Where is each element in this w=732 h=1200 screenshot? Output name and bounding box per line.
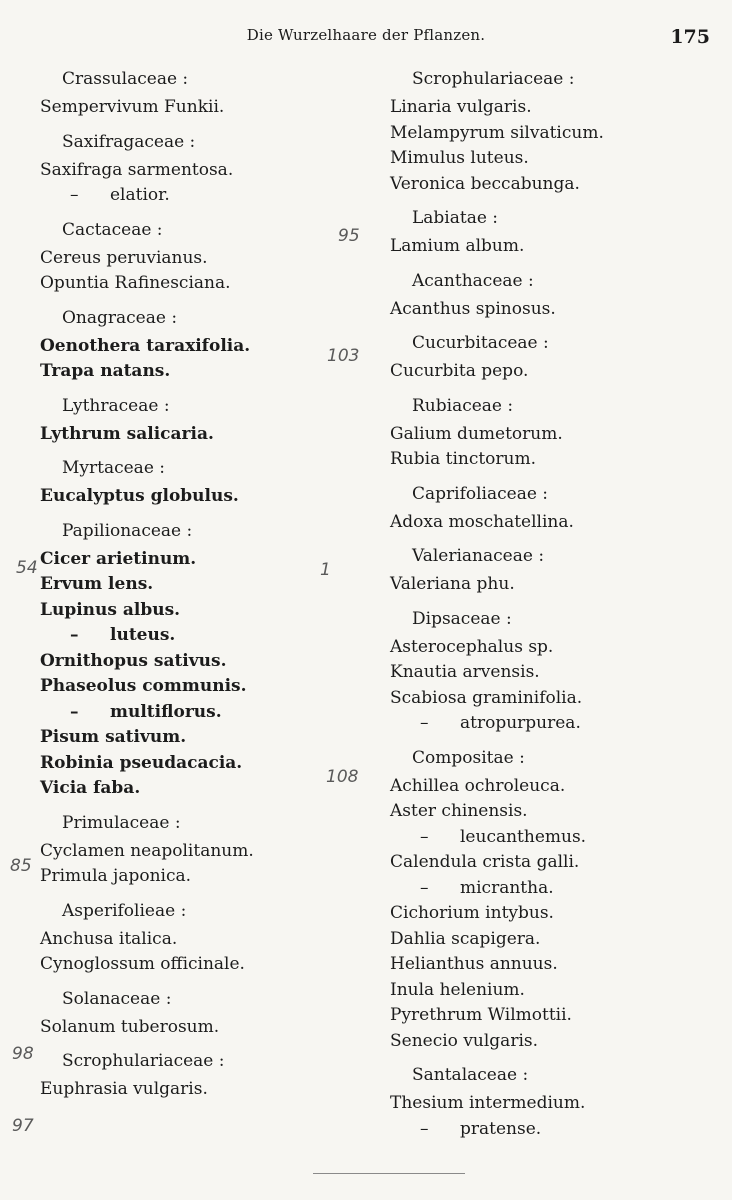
species-text: Achillea ochroleuca. — [390, 775, 566, 796]
family-group — [390, 481, 710, 536]
family-heading: Santalaceae : — [412, 1065, 529, 1085]
margin-note: 95 — [338, 226, 360, 246]
family-group — [390, 393, 710, 473]
species-text: leucanthemus. — [460, 826, 587, 847]
species-name — [40, 359, 340, 385]
family-heading: Cucurbitaceae : — [412, 333, 549, 353]
family-group — [390, 543, 710, 598]
left-column — [40, 66, 340, 1111]
species-name — [40, 839, 340, 865]
margin-note: 85 — [10, 856, 32, 876]
species-text: Ornithopus sativus. — [40, 650, 227, 671]
footer-rule — [313, 1173, 465, 1174]
species-name — [40, 334, 340, 360]
species-name — [40, 572, 340, 598]
species-name — [390, 572, 710, 598]
species-text: Oenothera taraxifolia. — [40, 335, 251, 356]
family-group — [40, 217, 340, 297]
family-heading: Caprifoliaceae : — [412, 483, 549, 504]
ditto-dash: – — [420, 1118, 429, 1139]
species-text: Pisum sativum. — [40, 727, 187, 747]
family-heading: Asperifolieae : — [62, 900, 187, 921]
species-text: Aster chinensis. — [390, 801, 528, 821]
species-text: Sempervivum Funkii. — [40, 97, 225, 117]
family-group — [40, 810, 340, 890]
family-heading: Valerianaceae : — [412, 546, 545, 566]
species-text: Cucurbita pepo. — [390, 361, 529, 381]
species-name — [390, 234, 710, 260]
species-text: Cynoglossum officinale. — [40, 954, 245, 974]
species-text: Senecio vulgaris. — [390, 1030, 539, 1051]
species-text: Cicer arietinum. — [40, 548, 197, 569]
species-name — [390, 447, 710, 473]
family-heading: Acanthaceae : — [412, 270, 534, 291]
species-text: Solanum tuberosum. — [40, 1016, 220, 1037]
species-name — [40, 674, 340, 700]
species-name — [40, 952, 340, 978]
family-heading: Labiatae : — [412, 208, 499, 228]
species-name — [390, 686, 710, 712]
species-text: Melampyrum silvaticum. — [390, 122, 604, 143]
species-name — [390, 978, 710, 1004]
species-text: Anchusa italica. — [40, 928, 178, 949]
species-text: Lythrum salicaria. — [40, 423, 214, 444]
species-name — [40, 1015, 340, 1041]
family-group — [390, 205, 710, 260]
species-text: Pyrethrum Wilmottii. — [390, 1005, 572, 1025]
species-name — [390, 799, 710, 825]
species-name — [40, 649, 340, 675]
family-group — [390, 268, 710, 323]
species-text: Mimulus luteus. — [390, 148, 529, 168]
family-heading: Compositae : — [412, 747, 525, 768]
species-name — [390, 510, 710, 536]
family-group — [390, 330, 710, 385]
ditto-dash: – — [70, 185, 79, 205]
margin-note: 98 — [12, 1044, 34, 1064]
species-name — [390, 635, 710, 661]
species-text: Rubia tinctorum. — [390, 449, 537, 469]
right-column — [390, 66, 710, 1150]
ditto-dash: – — [420, 713, 429, 733]
family-group — [390, 606, 710, 737]
species-name — [390, 121, 710, 147]
species-text: atropurpurea. — [460, 713, 581, 733]
species-text: Robinia pseudacacia. — [40, 752, 243, 773]
species-text: micrantha. — [460, 877, 554, 898]
family-heading: Saxifragaceae : — [62, 131, 196, 152]
family-heading: Onagraceae : — [62, 307, 178, 328]
species-name — [40, 751, 340, 777]
family-group — [40, 898, 340, 978]
species-variant — [390, 711, 710, 737]
family-group — [390, 1062, 710, 1142]
species-name — [390, 95, 710, 121]
species-name — [40, 725, 340, 751]
species-text: Valeriana phu. — [390, 574, 515, 594]
species-text: Primula japonica. — [40, 866, 192, 886]
family-heading: Primulaceae : — [62, 812, 181, 833]
species-text: pratense. — [460, 1118, 542, 1139]
species-text: Acanthus spinosus. — [390, 298, 556, 319]
species-text: luteus. — [110, 625, 176, 645]
margin-note: 1 — [320, 560, 331, 580]
family-group — [390, 66, 710, 197]
species-name — [390, 422, 710, 448]
species-variant — [390, 825, 710, 851]
species-text: Opuntia Rafinesciana. — [40, 273, 231, 293]
species-name — [390, 1091, 710, 1117]
margin-note: 103 — [327, 346, 360, 366]
species-text: Asterocephalus sp. — [390, 636, 554, 657]
species-text: Helianthus annuus. — [390, 954, 558, 974]
species-name — [40, 598, 340, 624]
species-variant — [390, 876, 710, 902]
species-text: Thesium intermedium. — [390, 1093, 586, 1113]
family-heading: Crassulaceae : — [62, 69, 189, 89]
species-name — [390, 359, 710, 385]
species-name — [390, 172, 710, 198]
species-text: Inula helenium. — [390, 979, 525, 1000]
family-group — [40, 986, 340, 1041]
margin-note: 97 — [12, 1116, 34, 1136]
family-group — [40, 393, 340, 448]
family-heading: Myrtaceae : — [62, 458, 166, 478]
species-text: Lamium album. — [390, 236, 525, 256]
species-text: Adoxa moschatellina. — [390, 511, 574, 532]
family-group — [40, 305, 340, 385]
species-text: Lupinus albus. — [40, 599, 181, 620]
family-heading: Lythraceae : — [62, 395, 170, 416]
family-heading: Scrophulariaceae : — [62, 1051, 225, 1071]
species-name — [40, 864, 340, 890]
species-text: Saxifraga sarmentosa. — [40, 159, 234, 180]
page-number: 175 — [670, 26, 710, 48]
species-name — [390, 901, 710, 927]
species-variant — [40, 700, 340, 726]
ditto-dash: – — [70, 701, 79, 722]
species-text: Euphrasia vulgaris. — [40, 1079, 208, 1099]
species-name — [390, 297, 710, 323]
species-name — [390, 660, 710, 686]
species-text: Knautia arvensis. — [390, 662, 540, 682]
margin-note: 108 — [326, 767, 359, 787]
species-text: Trapa natans. — [40, 361, 171, 381]
species-text: Dahlia scapigera. — [390, 928, 541, 949]
family-group — [390, 745, 710, 1055]
family-heading: Rubiaceae : — [412, 395, 514, 416]
species-text: Calendula crista galli. — [390, 852, 580, 872]
species-name — [40, 776, 340, 802]
running-title: Die Wurzelhaare der Pflanzen. — [246, 26, 486, 44]
margin-note: 54 — [16, 558, 38, 578]
species-name — [390, 927, 710, 953]
species-text: Ervum lens. — [40, 574, 154, 594]
species-name — [390, 146, 710, 172]
species-name — [390, 1029, 710, 1055]
species-variant — [390, 1117, 710, 1143]
species-name — [40, 547, 340, 573]
species-name — [40, 158, 340, 184]
family-heading: Cactaceae : — [62, 219, 163, 240]
species-text: Cichorium intybus. — [390, 903, 554, 923]
ditto-dash: – — [70, 625, 79, 645]
ditto-dash: – — [420, 877, 429, 898]
species-name — [390, 1003, 710, 1029]
species-variant — [40, 183, 340, 209]
species-name — [40, 95, 340, 121]
family-heading: Scrophulariaceae : — [412, 69, 575, 89]
species-text: multiflorus. — [110, 701, 222, 722]
family-group — [40, 518, 340, 802]
family-group — [40, 66, 340, 121]
species-name — [390, 774, 710, 800]
species-name — [40, 927, 340, 953]
species-text: Eucalyptus globulus. — [40, 486, 239, 506]
species-variant — [40, 623, 340, 649]
species-text: Cyclamen neapolitanum. — [40, 840, 254, 861]
species-name — [390, 952, 710, 978]
family-heading: Papilionaceae : — [62, 520, 193, 541]
family-group — [40, 455, 340, 510]
family-heading: Solanaceae : — [62, 988, 172, 1009]
species-name — [40, 1077, 340, 1103]
species-text: elatior. — [110, 185, 170, 205]
ditto-dash: – — [420, 826, 429, 847]
family-group — [40, 1048, 340, 1103]
species-text: Phaseolus communis. — [40, 676, 247, 696]
species-text: Scabiosa graminifolia. — [390, 687, 583, 708]
species-text: Vicia faba. — [40, 778, 141, 798]
species-text: Galium dumetorum. — [390, 423, 563, 444]
species-name — [40, 422, 340, 448]
species-name — [40, 271, 340, 297]
family-heading: Dipsaceae : — [412, 608, 512, 629]
family-group — [40, 129, 340, 209]
species-text: Linaria vulgaris. — [390, 97, 532, 117]
species-name — [390, 850, 710, 876]
species-name — [40, 246, 340, 272]
species-name — [40, 484, 340, 510]
species-text: Veronica beccabunga. — [390, 173, 580, 194]
species-text: Cereus peruvianus. — [40, 247, 208, 268]
